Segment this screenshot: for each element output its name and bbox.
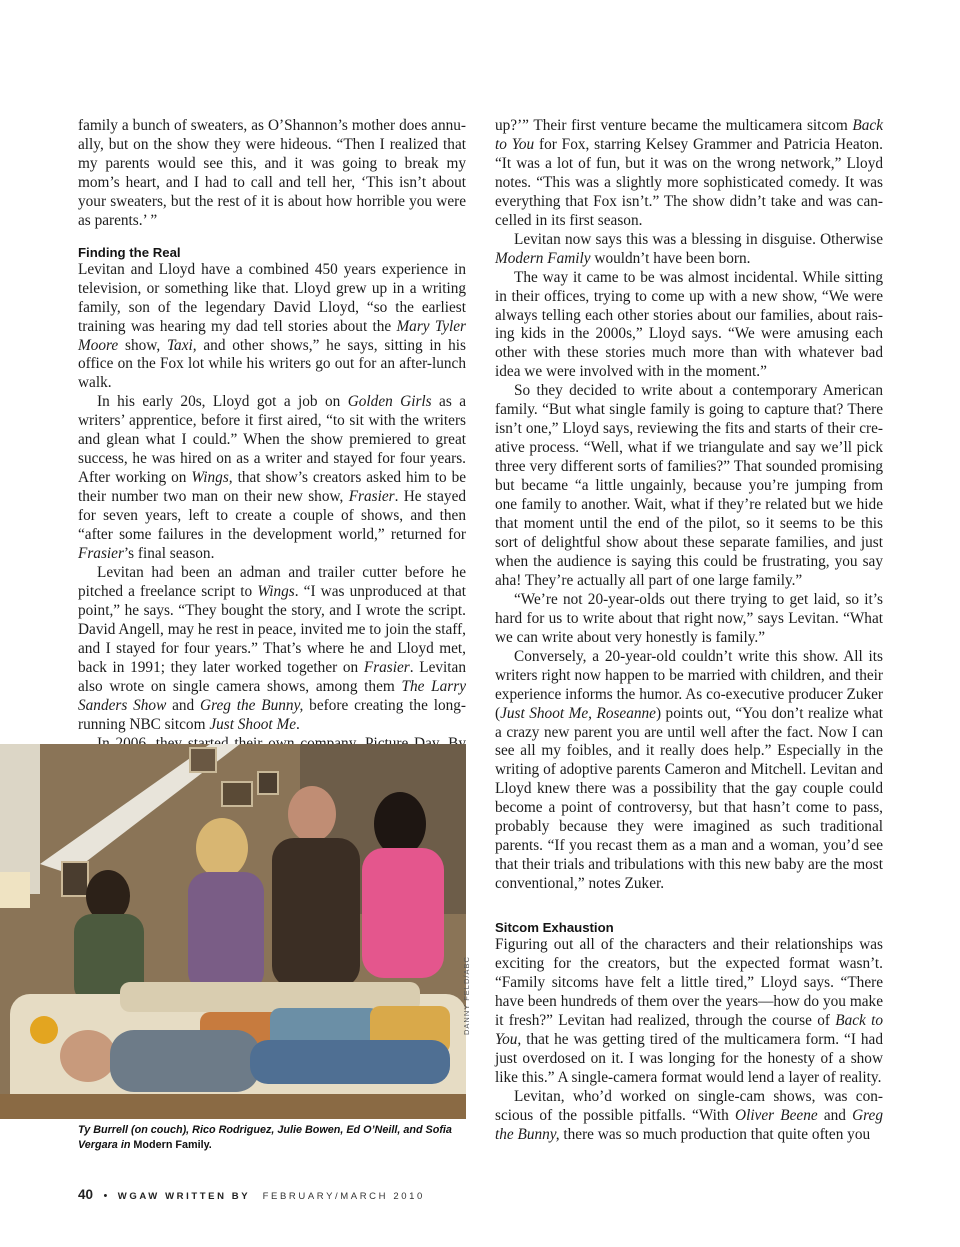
- show-title: Just Shoot Me, Roseanne: [500, 704, 656, 722]
- page-number: 40: [78, 1187, 94, 1202]
- photo-caption: [78, 1123, 468, 1153]
- text-run: Levitan now says this was a blessing in disguise. Otherwise: [514, 230, 883, 248]
- caption-show-title: Modern Family.: [133, 1139, 212, 1151]
- text-run: up?’” Their first venture became the multicamera sitcom: [495, 117, 853, 134]
- footer-bullet: •: [103, 1190, 108, 1202]
- left-paragraph-1: family a bunch of sweaters, as O’Shannon’s mother does annually, but on the show they were hideous. “Then I realized that my parents would see this, and it was going to break my mom’s heart, and I had to call and tell her, ‘This isn’t about your sweaters, but the rest of it is about how horrible you were as parents.’ ”: [78, 117, 466, 229]
- photo-person-man: [288, 786, 336, 842]
- text-run: . He stayed for seven years, left to create a couple of shows, and then “after some failures in the development world,” returned for: [78, 488, 467, 544]
- left-paragraph-3: [78, 393, 466, 564]
- issue-date: FEBRUARY/MARCH 2010: [262, 1191, 425, 1202]
- photo-frame: [222, 782, 252, 806]
- photo-person-lying-head: [60, 1030, 116, 1082]
- text-run: Conversely, a 20-year-old couldn’t write this show. All its writers right now happen to be married with children, and their experience informs the humor. As co-executive producer Zuker (: [495, 647, 883, 722]
- caption-text: Ty Burrell (on couch), Rico Rodriguez, Julie Bowen, Ed O’Neill, and Sofia Vergara in: [78, 1124, 452, 1151]
- section-heading-finding-the-real: Finding the Real: [78, 244, 181, 260]
- left-article-column: [78, 117, 466, 791]
- text-run: ’s final season.: [123, 545, 215, 563]
- photo-frame: [62, 862, 88, 896]
- text-run: and: [166, 696, 201, 714]
- section-heading-sitcom-exhaustion: Sitcom Exhaustion: [495, 920, 614, 936]
- photo-person-man-shirt: [272, 838, 360, 988]
- text-run: . Levitan also wrote on single camera shows, among them: [78, 658, 466, 695]
- right-paragraph-7: [495, 936, 883, 1088]
- text-run: there was so much production that quite often you: [559, 1125, 871, 1143]
- text-run: Levitan, who’d worked on single-cam shows, was conscious of the possible pitfalls. “With: [495, 1087, 883, 1124]
- show-title: Wings,: [191, 469, 233, 487]
- page-footer: [78, 1186, 425, 1204]
- text-run: Levitan had been an adman and trailer cutter before he pitched a freelance script to: [78, 563, 466, 600]
- left-paragraph-4: [78, 564, 466, 735]
- text-run: wouldn’t have been born.: [590, 249, 751, 267]
- show-title: Frasier: [78, 545, 124, 563]
- show-title: Greg the Bunny,: [200, 696, 304, 714]
- photo-person-lying-shirt: [110, 1030, 260, 1092]
- photo-wall-panel: [0, 744, 40, 894]
- show-title: Frasier: [363, 658, 410, 676]
- show-title: Oliver Beene: [735, 1106, 818, 1124]
- right-paragraph-8: [495, 1088, 883, 1145]
- show-title: Frasier: [348, 488, 395, 506]
- show-title: Back to You,: [495, 1011, 884, 1048]
- show-title: Greg the Bunny,: [495, 1106, 883, 1143]
- photo-frame: [190, 748, 216, 772]
- photo-lamp: [0, 872, 30, 908]
- photo-person-woman-dark: [374, 792, 426, 856]
- text-run: In his early 20s, Lloyd got a job on: [97, 393, 348, 411]
- right-paragraph-1: [495, 117, 883, 231]
- text-run: that show’s creators asked him to be their number two man on their new show,: [78, 469, 467, 506]
- text-run: and: [817, 1106, 853, 1124]
- text-run: Figuring out all of the characters and their relationships was exciting for the creators, but the expected format wasn’t. “Family sitcoms have felt a little tired,” Lloyd says. “There have been hundreds of them over the years—how do you make it fresh?” Levitan had realized, through the course of: [495, 936, 883, 1029]
- text-run: Levitan and Lloyd have a combined 450 years experience in television, or something like that. Lloyd grew up in a writing family, son of the legendary David Lloyd, “so the earliest training was hearing my dad tell stories about the: [78, 260, 466, 335]
- show-title: Modern Family: [495, 249, 591, 267]
- show-title: The Larry Sanders Show: [78, 677, 466, 714]
- photo-floor: [0, 1094, 466, 1119]
- text-run: and other shows,” he says, sitting in his office on the Fox lot while his writers go out for an after-lunch walk.: [78, 336, 466, 392]
- left-paragraph-2: [78, 261, 466, 394]
- show-title: Mary Tyler Moore: [78, 317, 466, 354]
- right-paragraph-6: [495, 648, 883, 894]
- text-run: as a writers’ apprentice, before it first aired, “to sit with the writers and glean what I could.” When the show premiered to great success, he was hired on as a writer and stayed for four years. After working on: [78, 393, 466, 487]
- show-title: Golden Girls: [347, 393, 432, 411]
- photo-credit: DANNY FELD/ABC: [462, 956, 471, 1035]
- photo-person-woman-dark-shirt: [362, 848, 444, 978]
- show-title: Just Shoot Me: [209, 715, 296, 733]
- photo-person-woman-blonde: [196, 818, 248, 878]
- right-article-column: [495, 117, 883, 1145]
- text-run: show,: [118, 336, 167, 354]
- cast-photo: [0, 744, 466, 1119]
- photo-frame: [258, 772, 278, 794]
- photo-vase: [30, 1016, 58, 1044]
- cast-photo-illustration: [0, 744, 466, 1119]
- text-run: . “I was unproduced at that point,” he says. “They bought the story, and I wrote the script. David Angell, may he rest in peace, invited me to join the staff, and I stayed for four years.” That’s where he and Lloyd met, back in 1991; they later worked together on: [78, 582, 467, 676]
- text-run: .: [295, 715, 300, 733]
- show-title: Wings: [257, 582, 295, 600]
- text-run: that he was getting tired of the multicamera form. “I had just overdosed on it. I was longing for the honesty of a show like this.” A single-camera format would lend a layer of reality.: [495, 1030, 883, 1086]
- photo-person-woman-blonde-shirt: [188, 872, 264, 992]
- text-run: for Fox, starring Kelsey Grammer and Patricia Heaton. “It was a lot of fun, but it was on the wrong network,” Lloyd notes. “This was a slightly more sophisticated comedy. It was everything that Fox isn’t.” The show didn’t take and was cancelled in its first season.: [495, 135, 883, 229]
- text-run: before creating the long-running NBC sitcom: [78, 696, 466, 733]
- right-paragraph-3: The way it came to be was almost incidental. While sitting in their offices, trying to come up with a new show, “We were always telling each other stories about our families, about raising kids in the 2000s,” Lloyd says. “We were amusing each other with these stories much more than with whatever bad idea we were involved with in the moment.”: [495, 268, 883, 381]
- right-paragraph-5: “We’re not 20-year-olds out there trying to get laid, so it’s hard for us to write about that right now,” says Levitan. “What we can write about very honestly is family.”: [495, 590, 883, 646]
- magazine-name: WGAW WRITTEN BY: [117, 1191, 251, 1202]
- right-paragraph-4: So they decided to write about a contemporary American family. “But what single family is going to capture that? There isn’t one,” Lloyd says, reviewing the fits and starts of their creative process. “Well, what if we triangulate and say we’ll pick three very different sorts of families?” That sounded promising but became “a little ungainly, because you’re jumping from one family to another. Wait, what if they’re related but we hide that moment until the end of the pilot, so it seems to be this sort of delightful show about these separate families, and just when the audience is saying this could be frustrating, you say aha! They’re actually all part of one large family.”: [495, 382, 883, 589]
- photo-person-lying-jeans: [250, 1040, 450, 1084]
- right-paragraph-2: [495, 231, 883, 269]
- text-run: ) points out, “You don’t realize what a crazy new parent you are until well after the fact. Now I can see all my foibles, and it really does help.” Especially in the writing of adoptive parents Cameron and Mitchell. Levitan and Lloyd knew there was a possibility that the gay couple could become a point of controversy, but that hasn’t come to pass, probably because they were imagined as such traditional parents. “If you recast them as a man and a woman, you’d see that their trials and tribulations with this new baby are the most conventional,” notes Zuker.: [495, 704, 883, 893]
- show-title: Taxi,: [166, 336, 197, 354]
- show-title: Back to You: [495, 117, 883, 153]
